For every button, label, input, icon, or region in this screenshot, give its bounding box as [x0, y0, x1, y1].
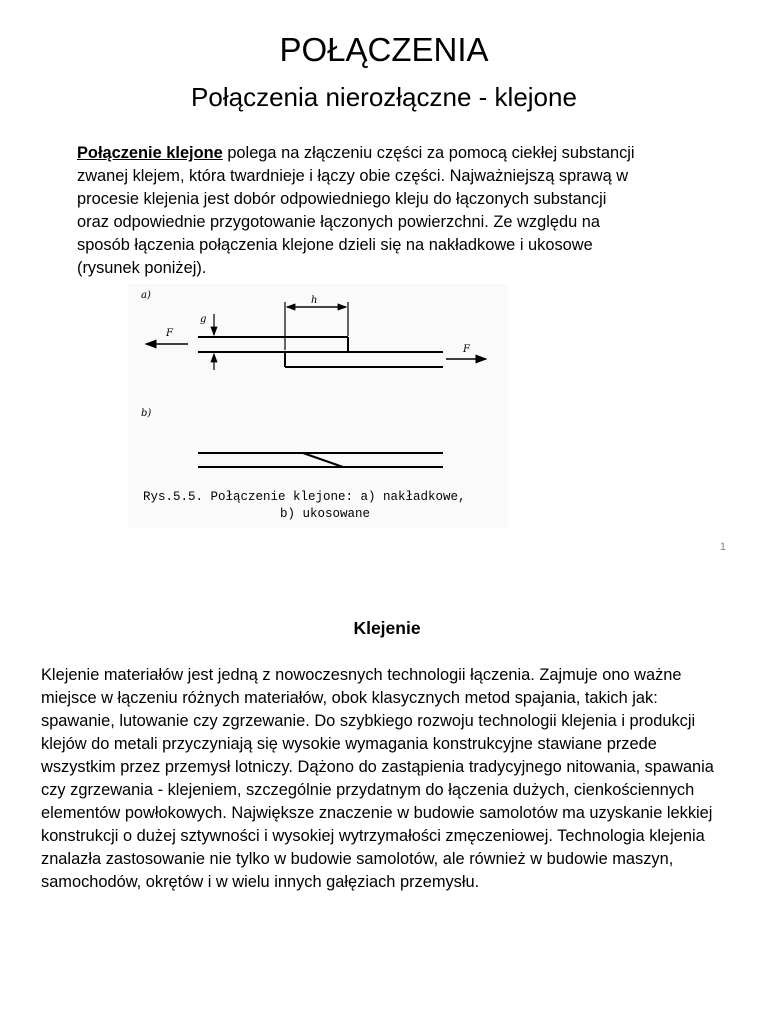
scarf-joint-diagonal: [303, 453, 343, 467]
figure-caption-line2: b) ukosowane: [280, 507, 371, 521]
figure-label-b: b): [141, 408, 152, 419]
intro-paragraph: [77, 142, 637, 280]
intro-lead-term: Połączenie klejone: [77, 144, 223, 162]
figure-drawing: [128, 284, 508, 528]
page-subtitle: Połączenia nierozłączne - klejone: [191, 82, 577, 112]
figure-adhesive-joints: [128, 284, 508, 528]
force-label-left: F: [166, 328, 173, 339]
force-label-right: F: [463, 344, 470, 355]
figure-label-a: a): [141, 290, 151, 301]
page-number: 1: [719, 541, 726, 553]
section-heading: Klejenie: [353, 618, 421, 638]
dimension-label-g: g: [200, 314, 207, 325]
section-body-paragraph: Klejenie materiałów jest jedną z nowoczesnych technologii łączenia. Zajmuje ono ważne miejsce w łączeniu różnych materiałów, obok klasycznych metod spajania, takich jak: spawanie, lutowanie czy zgrzewanie. Do szybkiego rozwoju technologii klejenia i produkcji klejów do metali przyczyniają się wysokie wymagania konstrukcyjne stawiane przede wszystkim przez przemysł lotniczy. Dążono do zastąpienia tradycyjnego nitowania, spawania czy zgrzewania - klejeniem, szczególnie przydatnym do łączenia dużych, cienkościennych elementów powłokowych. Największe znaczenie w budowie samolotów ma uzyskanie lekkiej konstrukcji o dużej sztywności i wysokiej wytrzymałości zmęczeniowej. Technologia klejenia znalazła zastosowanie nie tylko w budowie samolotów, ale również w budowie maszyn, samochodów, okrętów i w wielu innych gałęziach przemysłu.: [41, 666, 714, 891]
figure-caption-line1: Rys.5.5. Połączenie klejone: a) nakładkowe,: [143, 490, 466, 504]
intro-text: polega na złączeniu części za pomocą ciekłej substancji zwanej klejem, która twardnieje i łączy obie części. Najważniejszą sprawą w procesie klejenia jest dobór odpowiedniego kleju do łączonych substancji oraz odpowiednie przygotowanie łączonych powierzchni. Ze względu na sposób łączenia połączenia klejone dzieli się na nakładkowe i ukosowe (rysunek poniżej).: [77, 144, 635, 277]
page-title: POŁĄCZENIA: [279, 31, 489, 68]
dimension-label-h: h: [311, 295, 318, 306]
